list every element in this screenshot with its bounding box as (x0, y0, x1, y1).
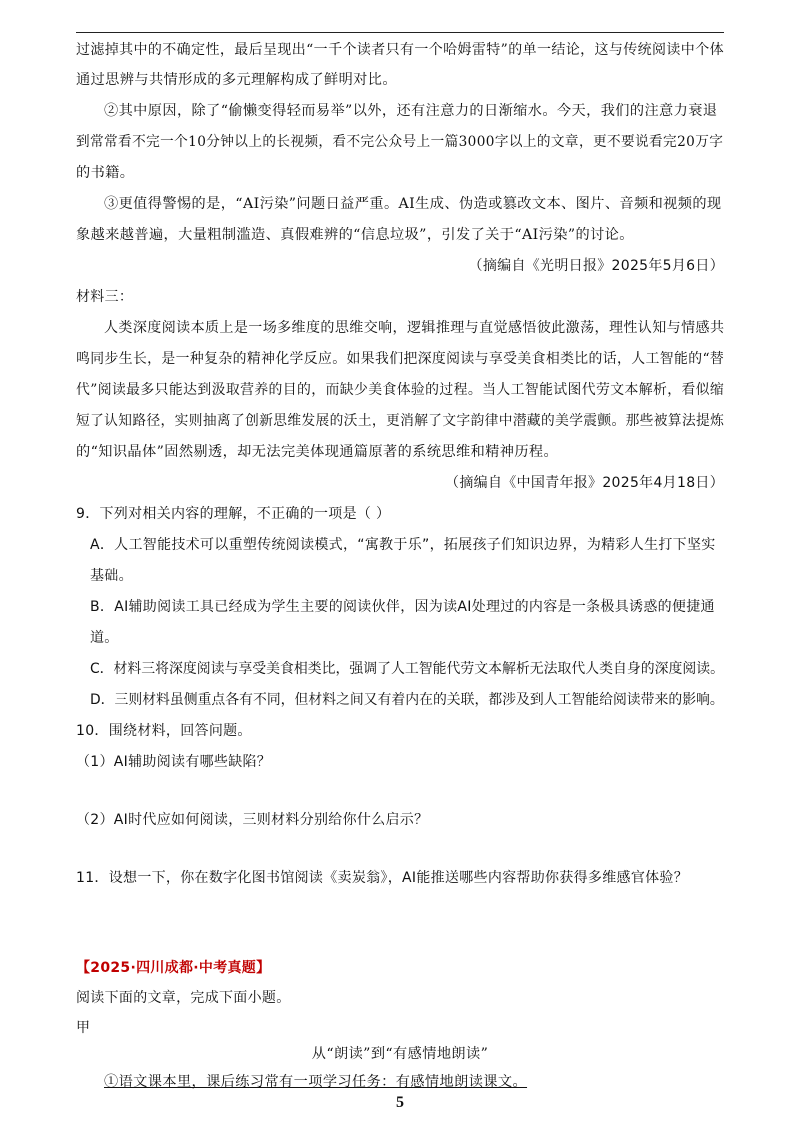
article-first-line: ①语文课本里，课后练习常有一项学习任务：有感情地朗读课文。 (104, 1074, 528, 1090)
material2-line1: 过滤掉其中的不确定性，最后呈现出“一千个读者只有一个哈姆雷特”的单一结论，这与传统阅读中个体 (76, 42, 724, 58)
material2-para2-line1: ②其中原因，除了“偷懒变得轻而易举”以外，还有注意力的日渐缩水。今天，我们的注意力衰退 (104, 103, 718, 119)
q9-option-b-line2: 道。 (90, 630, 119, 646)
q9-stem: 9．下列对相关内容的理解，不正确的一项是（ ） (76, 506, 391, 522)
q9-option-a-line2: 基础。 (90, 568, 133, 584)
material2-para3-line1: ③更值得警惕的是，“AI污染”问题日益严重。AI生成、伪造或篡改文本、图片、音频和视频的现 (104, 196, 722, 212)
q9-option-b-line1: B．AI辅助阅读工具已经成为学生主要的阅读伙伴，因为读AI处理过的内容是一条极具诱惑的便捷通 (90, 599, 715, 615)
q9-option-d: D．三则材料虽侧重点各有不同，但材料之间又有着内在的关联，都涉及到人工智能给阅读带来的影响。 (90, 692, 724, 708)
q9-option-a-line1: A．人工智能技术可以重塑传统阅读模式，“寓教于乐”，拓展孩子们知识边界，为精彩人生打下坚实 (90, 537, 716, 553)
material3-heading: 材料三： (76, 289, 134, 305)
material3-line1: 人类深度阅读本质上是一场多维度的思维交响，逻辑推理与直觉感悟彼此激荡，理性认知与情感共 (104, 320, 725, 336)
section-source-tag: 【2025·四川成都·中考真题】 (76, 960, 271, 976)
article-title: 从“朗读”到“有感情地朗读” (311, 1046, 489, 1062)
material2-para3-line2: 象越来越普遍，大量粗制滥造、真假难辨的“信息垃圾”，引发了关于“AI污染”的讨论。 (76, 227, 634, 243)
page-number: 5 (396, 1094, 404, 1111)
q11-stem: 11．设想一下，你在数字化图书馆阅读《卖炭翁》，AI能推送哪些内容帮助你获得多维感官体验？ (76, 870, 689, 886)
section-label: 甲 (76, 1020, 91, 1036)
material3-line3: 代”阅读最多只能达到汲取营养的目的，而缺少美食体验的过程。当人工智能试图代劳文本解析，看似缩 (76, 382, 725, 398)
section-instruction: 阅读下面的文章，完成下面小题。 (76, 990, 291, 1006)
material3-line4: 短了认知路径，实则抽离了创新思维发展的沃土，更消解了文字韵律中潜藏的美学震颤。那些被算法提炼 (76, 413, 725, 429)
material2-line2: 通过思辨与共情形成的多元理解构成了鲜明对比。 (76, 72, 397, 88)
material3-line2: 鸣同步生长，是一种复杂的精神化学反应。如果我们把深度阅读与享受美食相类比的话，人工智能的“替 (76, 351, 725, 367)
material3-source: （摘编自《中国青年报》2025年4月18日） (445, 475, 724, 491)
top-rule (76, 32, 724, 33)
q9-option-c: C．材料三将深度阅读与享受美食相类比，强调了人工智能代劳文本解析无法取代人类自身的深度阅读。 (90, 661, 725, 677)
q10-sub2: （2）AI时代应如何阅读，三则材料分别给你什么启示？ (76, 812, 429, 828)
material3-line5: 的“知识晶体”固然剔透，却无法完美体现通篇原著的系统思维和精神历程。 (76, 444, 559, 460)
material2-para2-line2: 到常常看不完一个10分钟以上的长视频，看不完公众号上一篇3000字以上的文章，更不要说看完20万字 (76, 134, 724, 150)
material2-source: （摘编自《光明日报》2025年5月6日） (468, 258, 724, 274)
q10-stem: 10．围绕材料，回答问题。 (76, 723, 252, 739)
material2-para2-line3: 的书籍。 (76, 165, 135, 181)
q10-sub1: （1）AI辅助阅读有哪些缺陷？ (76, 754, 272, 770)
